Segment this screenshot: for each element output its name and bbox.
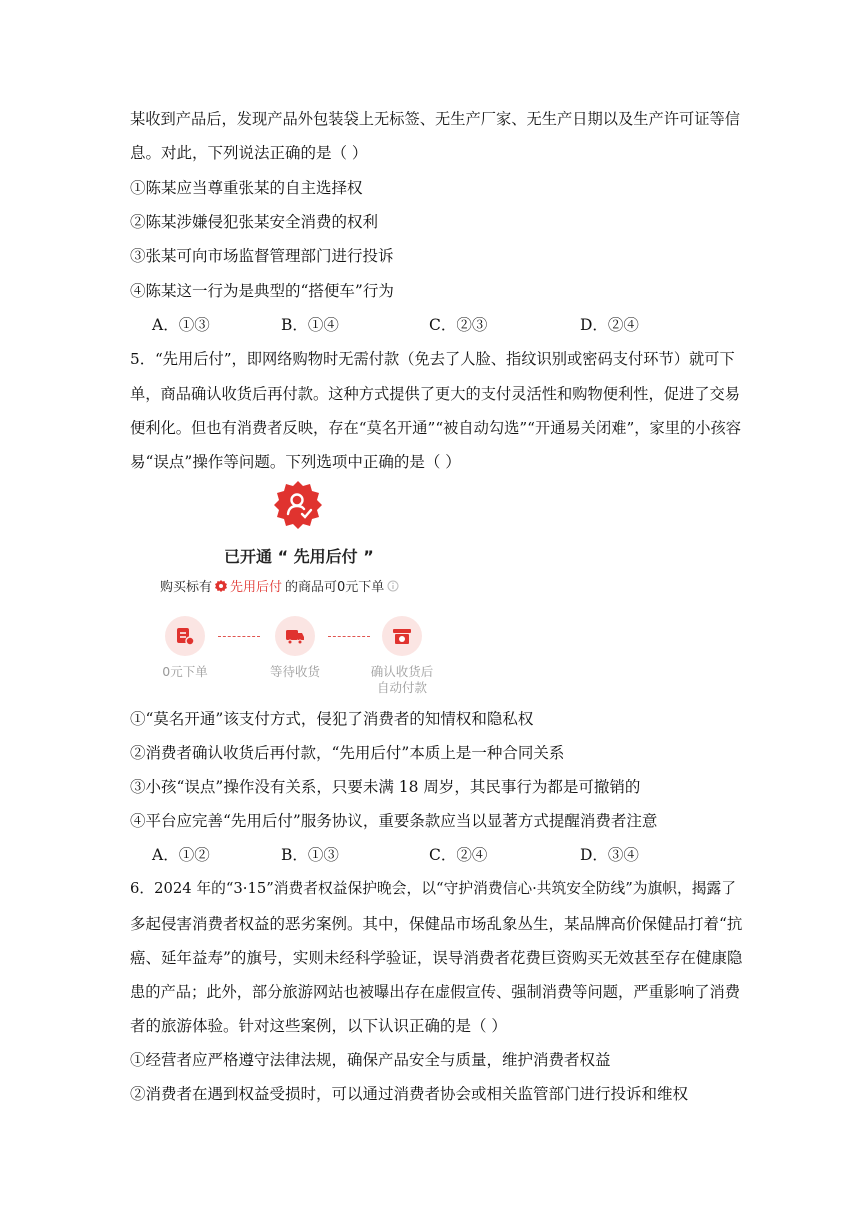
sub-prefix: 购买标有 [160, 580, 213, 595]
q6-statement-1: ①经营者应严格遵守法律法规，确保产品安全与质量，维护消费者权益 [130, 1051, 611, 1069]
q5-statement-2: ②消费者确认收货后再付款，“先用后付”本质上是一种合同关系 [130, 744, 565, 762]
order-step-icon [165, 616, 205, 656]
q5-statement-1: ①“莫名开通”该支付方式，侵犯了消费者的知情权和隐私权 [130, 710, 534, 728]
q6-text-line-3: 癌、延年益寿”的旗号，实则未经科学验证，误导消费者花费巨资购买无效甚至存在健康隐 [130, 949, 743, 967]
step-caption-confirm: 确认收货后 [370, 664, 434, 679]
q4-statement-4: ④陈某这一行为是典型的“搭便车”行为 [130, 282, 394, 300]
q6-text-line-5: 者的旅游体验。针对这些案例，以下认识正确的是（ ） [130, 1017, 507, 1035]
q4-text-line-1: 某收到产品后，发现产品外包装袋上无标签、无生产厂家、无生产日期以及生产许可证等信 [130, 110, 740, 128]
q5-option-b[interactable]: B．①③ [281, 846, 339, 864]
q4-statement-3: ③张某可向市场监督管理部门进行投诉 [130, 247, 394, 265]
q5-text-line-3: 便利化。但也有消费者反映，存在“莫名开通”“被自动勾选”“开通易关闭难”，家里的小孩容 [130, 419, 742, 437]
q4-option-a[interactable]: A．①③ [152, 316, 210, 334]
info-icon[interactable] [387, 580, 399, 592]
q6-text-line-2: 多起侵害消费者权益的恶劣案例。其中，保健品市场乱象丛生，某品牌高价保健品打着“抗 [130, 915, 743, 933]
q6-text-line-4: 患的产品；此外，部分旅游网站也被曝出存在虚假宣传、强制消费等问题，严重影响了消费 [130, 983, 740, 1001]
q4-statement-1: ①陈某应当尊重张某的自主选择权 [130, 179, 363, 197]
q6-statement-2: ②消费者在遇到权益受损时，可以通过消费者协会或相关监管部门进行投诉和维权 [130, 1085, 689, 1103]
figure-title: 已开通 “ 先用后付 ” [224, 547, 374, 566]
payment-step-icon [382, 616, 422, 656]
order-icon [175, 626, 195, 646]
figure-subtitle [160, 576, 399, 595]
delivery-step-icon [275, 616, 315, 656]
mini-badge-icon [215, 580, 227, 592]
q5-text-line-4: 易“误点”操作等问题。下列选项中正确的是（ ） [130, 453, 461, 471]
q5-text-line-2: 单，商品确认收货后再付款。这种方式提供了更大的支付灵活性和购物便利性，促进了交易 [130, 385, 740, 403]
q5-statement-4: ④平台应完善“先用后付”服务协议，重要条款应当以显著方式提醒消费者注意 [130, 812, 658, 830]
q4-text-line-2: 息。对此，下列说法正确的是（ ） [130, 144, 368, 162]
q4-statement-2: ②陈某涉嫌侵犯张某安全消费的权利 [130, 213, 379, 231]
q5-text-line-1: 5．“先用后付”，即网络购物时无需付款（免去了人脸、指纹识别或密码支付环节）就可下 [130, 350, 735, 368]
step-caption-autopay: 自动付款 [376, 680, 427, 695]
q4-option-b[interactable]: B．①④ [281, 316, 339, 334]
step-connector-2 [328, 636, 370, 637]
q5-option-d[interactable]: D．③④ [580, 846, 639, 864]
pay-later-figure [150, 476, 450, 706]
sub-brand: 先用后付 [230, 580, 283, 595]
user-badge-icon [273, 479, 323, 529]
sub-suffix: 的商品可0元下单 [285, 580, 385, 595]
box-pay-icon [392, 626, 412, 646]
q5-statement-3: ③小孩“误点”操作没有关系，只要未满 18 周岁，其民事行为都是可撤销的 [130, 778, 641, 796]
q4-option-d[interactable]: D．②④ [580, 316, 639, 334]
q5-option-c[interactable]: C．②④ [429, 846, 488, 864]
q6-text-line-1: 6．2024 年的“3·15”消费者权益保护晚会，以“守护消费信心·共筑安全防线”为旗帜，揭露了 [130, 880, 737, 897]
step-connector-1 [218, 636, 260, 637]
step-caption-order: 0元下单 [162, 664, 208, 679]
q5-option-a[interactable]: A．①② [152, 846, 210, 864]
q4-option-c[interactable]: C．②③ [429, 316, 488, 334]
truck-icon [285, 626, 305, 646]
step-caption-wait: 等待收货 [269, 664, 320, 679]
